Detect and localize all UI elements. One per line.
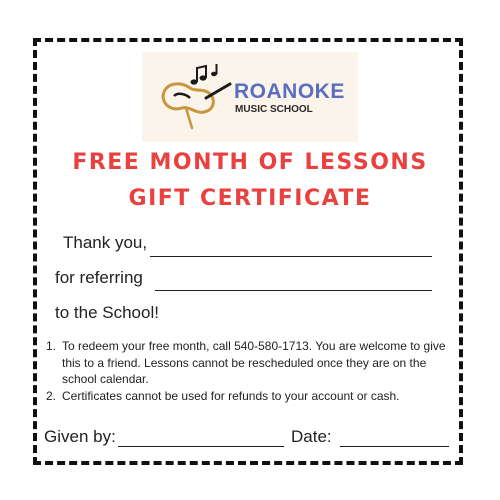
- school-logo: [142, 52, 358, 142]
- redemption-rules-list: [46, 338, 458, 404]
- given-by-label: Given by:: [44, 427, 116, 446]
- date-label: Date:: [291, 427, 332, 446]
- given-by-blank: [118, 446, 284, 447]
- certificate-title-line-2: GIFT CERTIFICATE: [128, 186, 372, 211]
- certificate-title-line-1: FREE MONTH OF LESSONS: [72, 150, 428, 175]
- rule-item: [46, 338, 458, 388]
- guitar-notes-icon: [156, 62, 236, 134]
- thank-you-label: Thank you,: [63, 233, 148, 252]
- date-blank: [340, 446, 449, 447]
- to-school-label: to the School!: [55, 303, 159, 322]
- rule-number: 1.: [46, 339, 57, 353]
- for-referring-blank: [155, 290, 432, 291]
- rule-number: 2.: [46, 388, 57, 403]
- rule-text: Certificates cannot be used for refunds to your account or cash.: [62, 388, 400, 403]
- rule-item: [46, 388, 458, 405]
- logo-school-name: ROANOKE: [234, 80, 345, 103]
- logo-school-subtitle: MUSIC SCHOOL: [235, 104, 313, 115]
- for-referring-label: for referring: [55, 268, 143, 287]
- thank-you-blank: [150, 256, 432, 257]
- rule-text: To redeem your free month, call 540-580-1713. You are welcome to give this to a friend. Lessons cannot be rescheduled once they are on the school calendar.: [62, 339, 446, 386]
